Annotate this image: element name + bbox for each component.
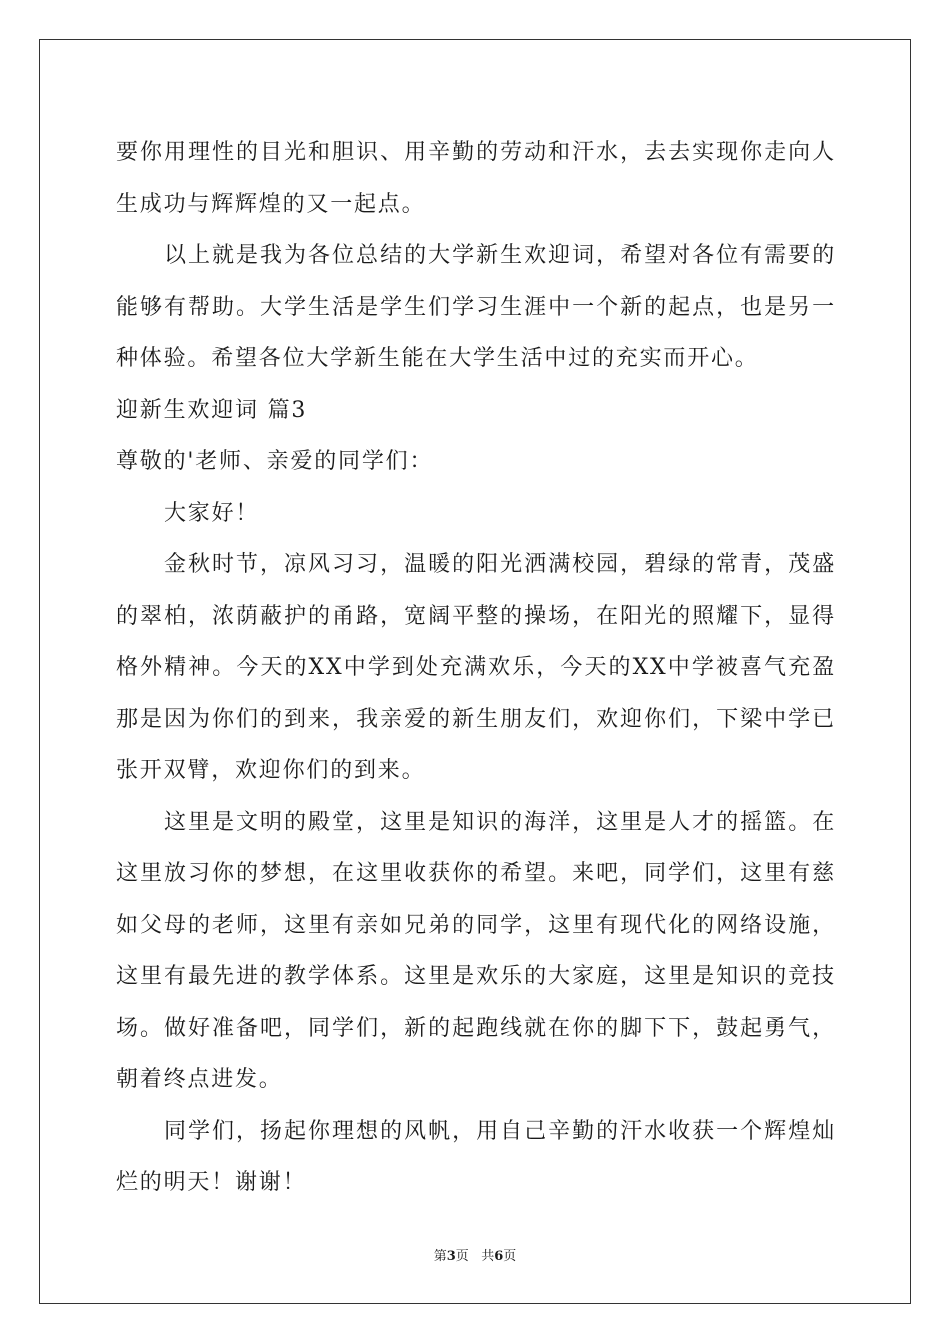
greeting: 大家好！ (164, 500, 260, 526)
footer-total-pages: 6 (494, 1249, 504, 1264)
footer-total-prefix: 共 (481, 1249, 495, 1264)
paragraph-autumn: 金秋时节，凉风习习，温暖的阳光洒满校园，碧绿的常青，茂盛的翠柏，浓荫蔽护的甬路，宽阔平整的操场，在阳光的照耀下，显得格外精神。今天的XX中学到处充满欢乐，今天的XX中学被喜气充盈那是因为你们的到来，我亲爱的新生朋友们，欢迎你们，下梁中学已张开双臂，欢迎你们的到来。 (116, 552, 836, 783)
paragraph-school: 这里是文明的殿堂，这里是知识的海洋，这里是人才的摇篮。在这里放习你的梦想，在这里收获你的希望。来吧，同学们，这里有慈如父母的老师，这里有亲如兄弟的同学，这里有现代化的网络设施，这里有最先进的教学体系。这里是欢乐的大家庭，这里是知识的竞技场。做好准备吧，同学们，新的起跑线就在你的脚下下，鼓起勇气，朝着终点进发。 (116, 809, 836, 1092)
salutation: 尊敬的'老师、亲爱的同学们： (116, 449, 434, 474)
section-heading: 迎新生欢迎词 篇3 (116, 397, 308, 423)
footer-total-suffix: 页 (503, 1249, 517, 1264)
page-footer (0, 1248, 950, 1266)
footer-current-page: 3 (446, 1249, 456, 1264)
footer-page-suffix: 页 (455, 1249, 469, 1264)
paragraph-closing: 同学们，扬起你理想的风帆，用自己辛勤的汗水收获一个辉煌灿烂的明天！谢谢！ (116, 1118, 836, 1195)
footer-page-prefix: 第 (433, 1249, 447, 1264)
paragraph-summary: 以上就是我为各位总结的大学新生欢迎词，希望对各位有需要的能够有帮助。大学生活是学生们学习生涯中一个新的起点，也是另一种体验。希望各位大学新生能在大学生活中过的充实而开心。 (116, 243, 836, 371)
paragraph-continuation: 要你用理性的目光和胆识、用辛勤的劳动和汗水，去去实现你走向人生成功与辉辉煌的又一起点。 (116, 140, 836, 217)
document-body (116, 127, 836, 1209)
